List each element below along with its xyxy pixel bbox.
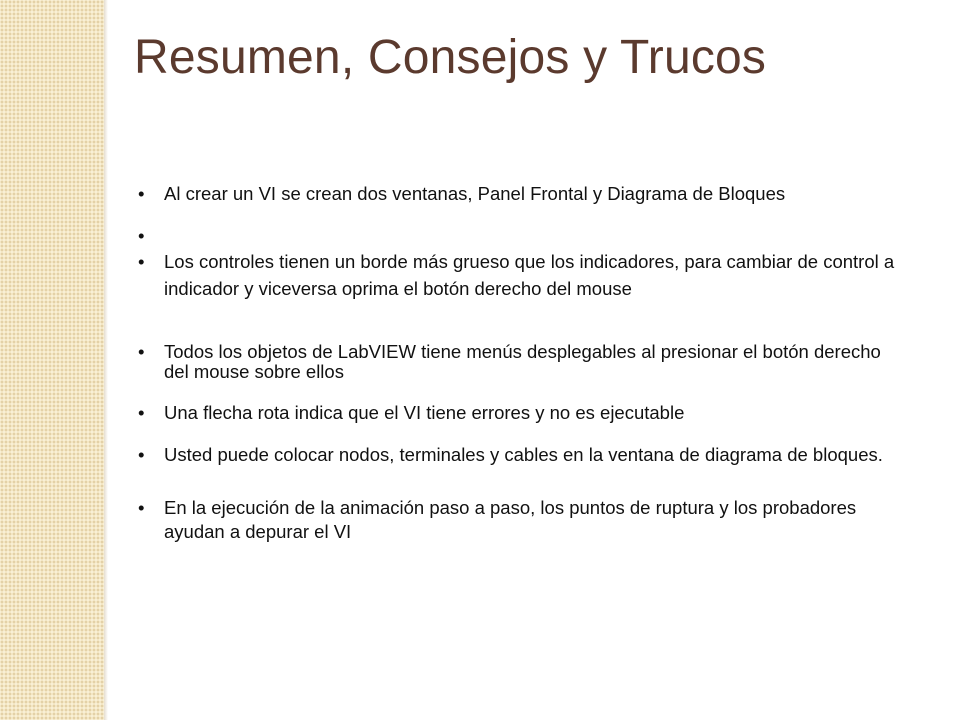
- bullet-marker: •: [138, 444, 145, 465]
- bullet-text: Una flecha rota indica que el VI tiene errores y no es ejecutable: [164, 402, 685, 423]
- bullet-marker: •: [138, 183, 145, 204]
- bullet-marker: •: [138, 402, 145, 423]
- bullet-marker: •: [138, 225, 145, 246]
- bullet-item: [138, 400, 898, 426]
- bullet-text: Todos los objetos de LabVIEW tiene menús desplegables al presionar el botón derecho del mouse sobre ellos: [164, 341, 881, 382]
- bullet-item: [138, 180, 898, 208]
- slide-title: Resumen, Consejos y Trucos: [134, 31, 767, 84]
- bullet-marker: •: [138, 497, 145, 518]
- bullet-text: Usted puede colocar nodos, terminales y cables en la ventana de diagrama de bloques.: [164, 444, 883, 465]
- bullet-item: [138, 496, 898, 544]
- side-strip-edge: [104, 0, 108, 720]
- bullet-marker: •: [138, 341, 145, 362]
- bullet-item: [138, 248, 898, 302]
- bullet-item: [138, 445, 898, 465]
- bullet-text: Los controles tienen un borde más grueso que los indicadores, para cambiar de control a indicador y viceversa oprima el botón derecho del mouse: [164, 251, 895, 299]
- bullet-text: En la ejecución de la animación paso a paso, los puntos de ruptura y los probadores ayudan a depurar el VI: [164, 497, 857, 542]
- bullet-marker: •: [138, 251, 145, 272]
- bullet-item: [138, 342, 898, 382]
- bullet-text: Al crear un VI se crean dos ventanas, Panel Frontal y Diagrama de Bloques: [164, 183, 786, 204]
- decorative-side-strip: [0, 0, 104, 720]
